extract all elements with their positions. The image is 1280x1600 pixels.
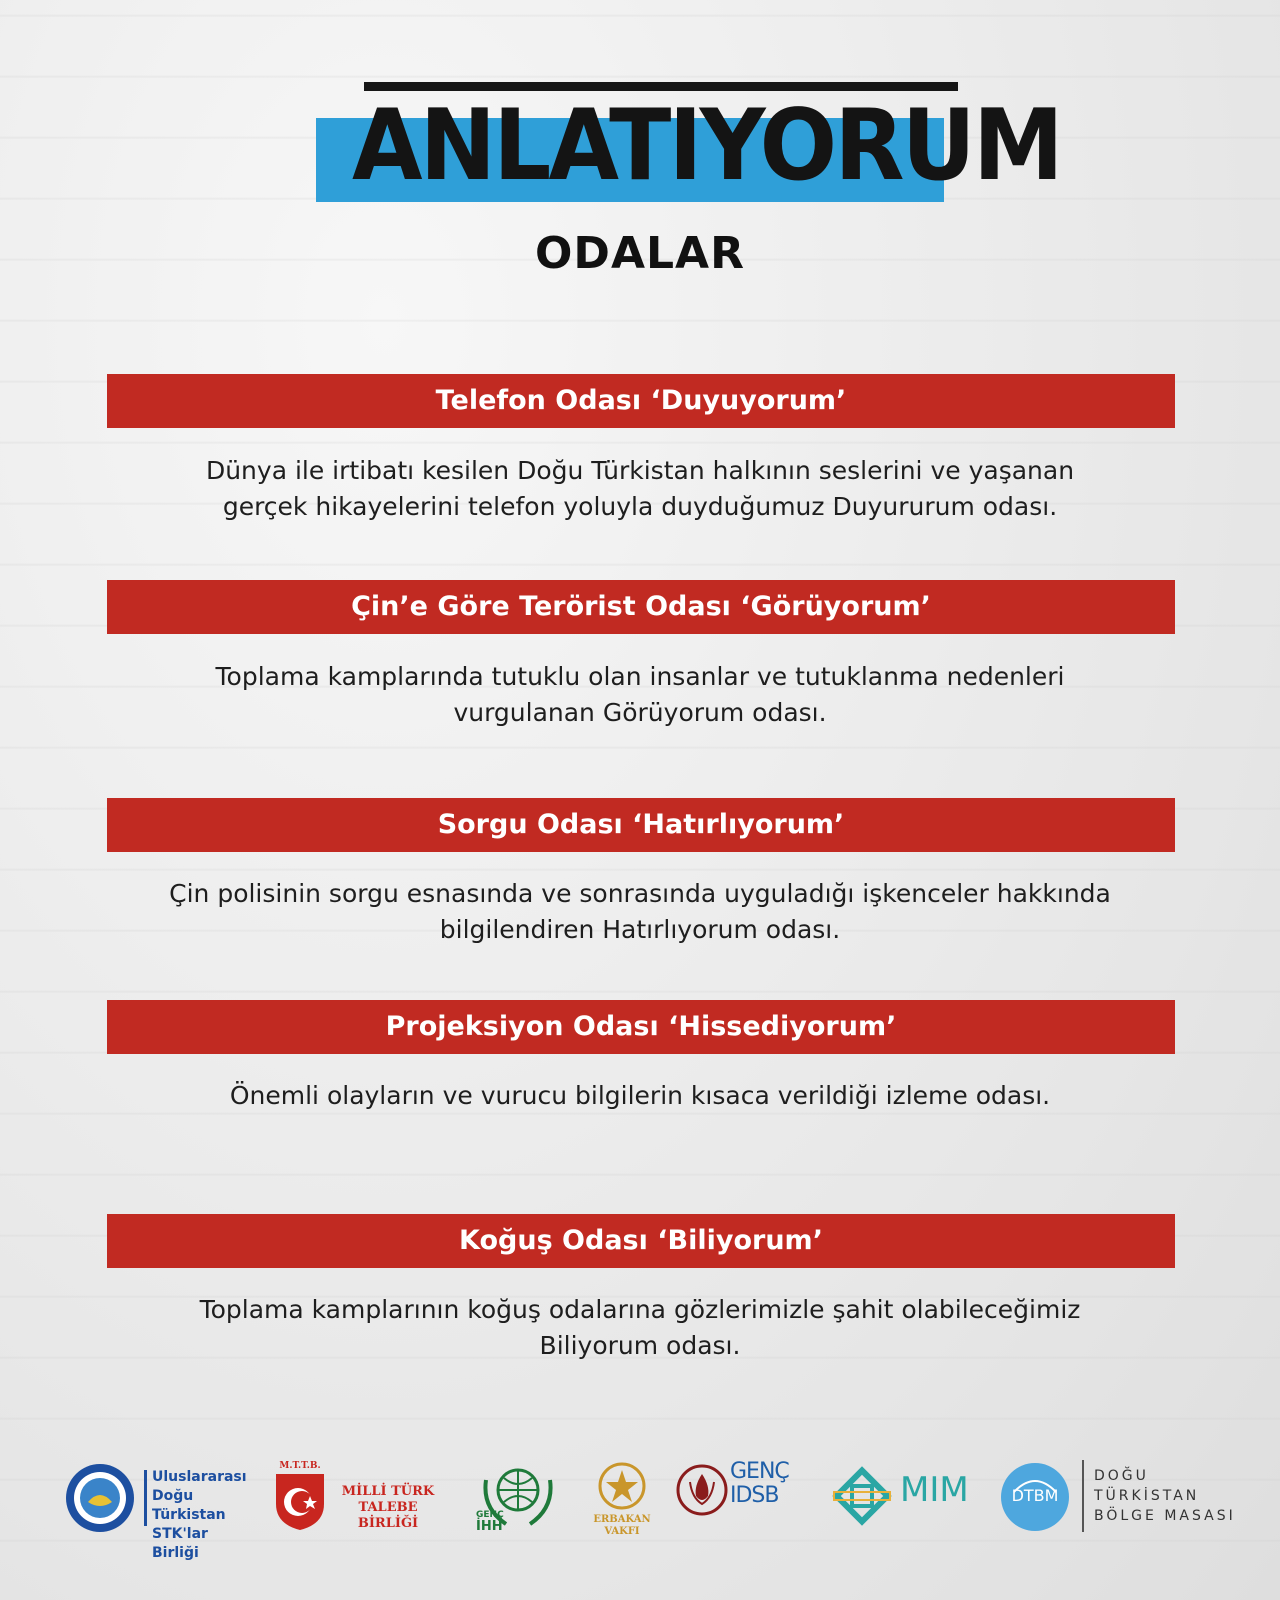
description-line: Çin polisinin sorgu esnasında ve sonrasında uyguladığı işkenceler hakkında bbox=[169, 879, 1111, 908]
dtbm-text bbox=[1094, 1466, 1236, 1526]
tulip-emblem-icon bbox=[676, 1464, 728, 1516]
ihh-genc-label: GENÇ bbox=[476, 1510, 504, 1520]
room-title-projeksiyon: Projeksiyon Odası ‘Hissediyorum’ bbox=[107, 1000, 1175, 1054]
logo-erbakan-vakfi bbox=[588, 1460, 658, 1540]
description-line: Biliyorum odası. bbox=[539, 1331, 741, 1360]
logo-text-line: IDSB bbox=[730, 1483, 779, 1508]
description-line: Toplama kamplarının koğuş odalarına gözlerimizle şahit olabileceğimiz bbox=[199, 1295, 1081, 1324]
logo-mim bbox=[830, 1460, 980, 1540]
logo-dtbm bbox=[1000, 1460, 1240, 1540]
logo-text-line: BÖLGE MASASI bbox=[1094, 1508, 1236, 1524]
description-line: vurgulanan Görüyorum odası. bbox=[453, 698, 827, 727]
logo-text-line: Doğu Türkistan bbox=[152, 1488, 226, 1523]
logo-text-line: DOĞU bbox=[1094, 1468, 1149, 1484]
logo-divider bbox=[1082, 1460, 1084, 1532]
logo-text-line: STK'lar Birliği bbox=[152, 1526, 208, 1561]
dtbm-circle-text: DTBM bbox=[1011, 1486, 1059, 1505]
description-line: bilgilendiren Hatırlıyorum odası. bbox=[439, 915, 841, 944]
room-title-terorist: Çin’e Göre Terörist Odası ‘Görüyorum’ bbox=[107, 580, 1175, 634]
erbakan-emblem-icon bbox=[594, 1460, 650, 1512]
mttb-badge: M.T.T.B. bbox=[279, 1461, 321, 1471]
logo-mttb bbox=[272, 1460, 452, 1540]
logo-text-line: GENÇ bbox=[730, 1459, 789, 1484]
logo-text-line: ERBAKAN bbox=[593, 1514, 651, 1525]
logo-genc-idsb bbox=[676, 1460, 806, 1540]
room-title-telefon: Telefon Odası ‘Duyuyorum’ bbox=[107, 374, 1175, 428]
description-line: Toplama kamplarında tutuklu olan insanlar ve tutuklanma nedenleri bbox=[215, 662, 1065, 691]
description-line: Önemli olayların ve vurucu bilgilerin kısaca verildiği izleme odası. bbox=[229, 1081, 1051, 1110]
anlatiyorum-logo bbox=[316, 78, 1061, 208]
room-title-kogus: Koğuş Odası ‘Biliyorum’ bbox=[107, 1214, 1175, 1268]
logo-text-line: TÜRKİSTAN bbox=[1094, 1488, 1200, 1504]
description-line: gerçek hikayelerini telefon yoluyla duyduğumuz Duyururum odası. bbox=[222, 492, 1058, 521]
idsb-text bbox=[730, 1460, 789, 1508]
page-title: ODALAR bbox=[535, 228, 745, 279]
ihh-label: İHH bbox=[476, 1519, 503, 1534]
logo-genc-ihh bbox=[476, 1460, 566, 1540]
logo-text: ANLATIYORUM bbox=[352, 89, 1061, 203]
logo-text-line: VAKFI bbox=[604, 1526, 640, 1537]
room-description-telefon bbox=[140, 453, 1140, 525]
logo-uluslararasi-stk bbox=[64, 1460, 254, 1561]
room-description-projeksiyon bbox=[140, 1078, 1140, 1114]
logo-divider bbox=[144, 1470, 147, 1526]
knot-pattern-icon bbox=[830, 1464, 894, 1528]
logo-text-line: MİLLİ TÜRK bbox=[341, 1484, 435, 1499]
partner-logos bbox=[0, 1459, 1280, 1561]
description-line: Dünya ile irtibatı kesilen Doğu Türkistan halkının seslerini ve yaşanan bbox=[205, 456, 1075, 485]
logo-text-line: Uluslararası bbox=[152, 1469, 247, 1485]
room-description-terorist bbox=[140, 659, 1140, 731]
room-title-sorgu: Sorgu Odası ‘Hatırlıyorum’ bbox=[107, 798, 1175, 852]
room-description-kogus bbox=[140, 1292, 1140, 1364]
erbakan-text bbox=[588, 1514, 656, 1538]
globe-seal-icon bbox=[64, 1462, 136, 1534]
mttb-text bbox=[330, 1484, 446, 1532]
logo-text-line: TALEBE BİRLİĞİ bbox=[357, 1500, 419, 1531]
room-description-sorgu bbox=[140, 876, 1140, 948]
mim-text: MIM bbox=[900, 1470, 969, 1510]
logo-uluslararasi-text bbox=[152, 1468, 254, 1563]
